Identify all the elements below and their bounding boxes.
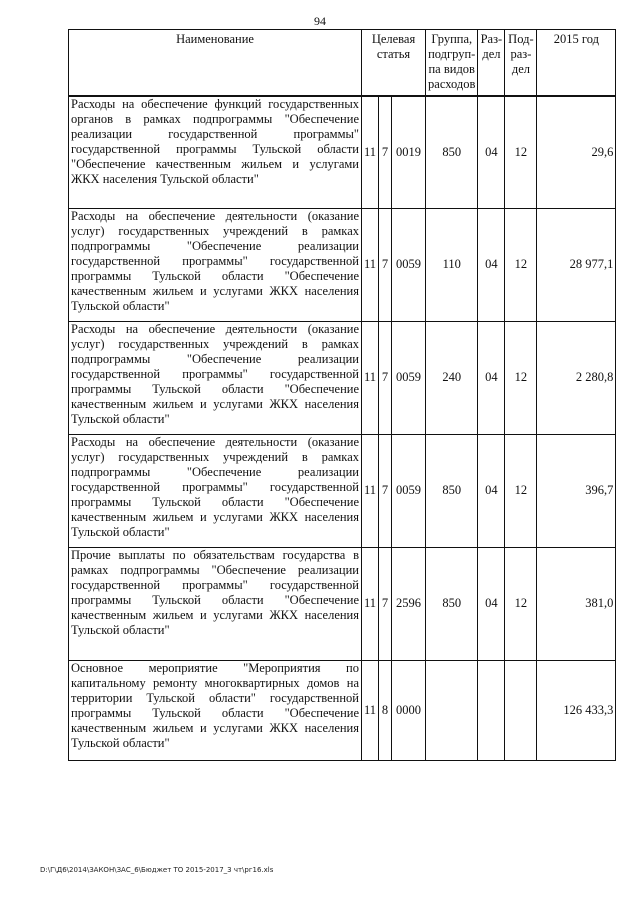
expense-group-value: 110 — [426, 208, 478, 321]
row-name: Прочие выплаты по обязательствам государства в рамках подпрограммы "Обеспечение реализации государственной программы" государственной программы Тульской области "Обеспечение качественным жильем и услугами ЖКХ населения Тульской области" — [69, 547, 362, 660]
row-name: Расходы на обеспечение деятельности (оказание услуг) государственных учреждений в рамках подпрограммы "Обеспечение реализации государственной программы" государственной программы Тульской области "Обеспечение качественным жильем и услугами ЖКХ населения Тульской области" — [69, 434, 362, 547]
amount-value: 28 977,1 — [537, 208, 616, 321]
header-section: Раз-дел — [478, 30, 505, 97]
amount-value: 396,7 — [537, 434, 616, 547]
subsection-value: 12 — [505, 96, 537, 208]
budget-table — [68, 29, 616, 761]
code-direction: 2596 — [392, 547, 426, 660]
row-name: Основное мероприятие "Мероприятия по капитальному ремонту многоквартирных домов на территории Тульской области" государственной программы Тульской области "Обеспечение качественным жильем и услугами ЖКХ населения Тульской области" — [69, 660, 362, 760]
code-subprogram: 7 — [379, 321, 392, 434]
page-number: 94 — [314, 14, 326, 28]
code-subprogram: 8 — [379, 660, 392, 760]
header-year: 2015 год — [537, 30, 616, 97]
code-program: 11 — [362, 96, 379, 208]
table-row — [69, 660, 616, 760]
row-name: Расходы на обеспечение деятельности (оказание услуг) государственных учреждений в рамках подпрограммы "Обеспечение реализации государственной программы" государственной программы Тульской области "Обеспечение качественным жильем и услугами ЖКХ населения Тульской области" — [69, 208, 362, 321]
table-row — [69, 96, 616, 208]
row-name: Расходы на обеспечение функций государственных органов в рамках подпрограммы "Обеспечение реализации государственной программы" государственной программы Тульской области "Обеспечение качественным жильем и услугами ЖКХ населения Тульской области" — [69, 96, 362, 208]
subsection-value: 12 — [505, 434, 537, 547]
section-value: 04 — [478, 547, 505, 660]
code-subprogram: 7 — [379, 434, 392, 547]
amount-value: 381,0 — [537, 547, 616, 660]
header-name: Наименование — [69, 30, 362, 97]
subsection-value: 12 — [505, 547, 537, 660]
code-program: 11 — [362, 434, 379, 547]
section-value — [478, 660, 505, 760]
amount-value: 126 433,3 — [537, 660, 616, 760]
header-expense-group: Группа, подгруп-па видов расходов — [426, 30, 478, 97]
amount-value: 29,6 — [537, 96, 616, 208]
row-name: Расходы на обеспечение деятельности (оказание услуг) государственных учреждений в рамках подпрограммы "Обеспечение реализации государственной программы" государственной программы Тульской области "Обеспечение качественным жильем и услугами ЖКХ населения Тульской области" — [69, 321, 362, 434]
table-row — [69, 434, 616, 547]
code-direction: 0059 — [392, 434, 426, 547]
code-direction: 0019 — [392, 96, 426, 208]
table-header-row — [69, 30, 616, 97]
subsection-value: 12 — [505, 208, 537, 321]
expense-group-value — [426, 660, 478, 760]
footer-file-path: D:\Г\Д6\2014\ЗАКОН\ЗАС_6\Бюджет ТО 2015-2017_3 чт\рг16.xls — [40, 866, 274, 874]
code-direction: 0000 — [392, 660, 426, 760]
subsection-value: 12 — [505, 321, 537, 434]
section-value: 04 — [478, 434, 505, 547]
code-direction: 0059 — [392, 208, 426, 321]
table-row — [69, 208, 616, 321]
code-subprogram: 7 — [379, 547, 392, 660]
code-direction: 0059 — [392, 321, 426, 434]
expense-group-value: 850 — [426, 434, 478, 547]
subsection-value — [505, 660, 537, 760]
header-subsection: Под-раз-дел — [505, 30, 537, 97]
expense-group-value: 850 — [426, 96, 478, 208]
code-subprogram: 7 — [379, 96, 392, 208]
expense-group-value: 240 — [426, 321, 478, 434]
section-value: 04 — [478, 96, 505, 208]
section-value: 04 — [478, 208, 505, 321]
section-value: 04 — [478, 321, 505, 434]
header-target-article: Целевая статья — [362, 30, 426, 97]
code-program: 11 — [362, 660, 379, 760]
code-program: 11 — [362, 547, 379, 660]
code-program: 11 — [362, 208, 379, 321]
code-subprogram: 7 — [379, 208, 392, 321]
code-program: 11 — [362, 321, 379, 434]
table-row — [69, 321, 616, 434]
expense-group-value: 850 — [426, 547, 478, 660]
amount-value: 2 280,8 — [537, 321, 616, 434]
table-row — [69, 547, 616, 660]
